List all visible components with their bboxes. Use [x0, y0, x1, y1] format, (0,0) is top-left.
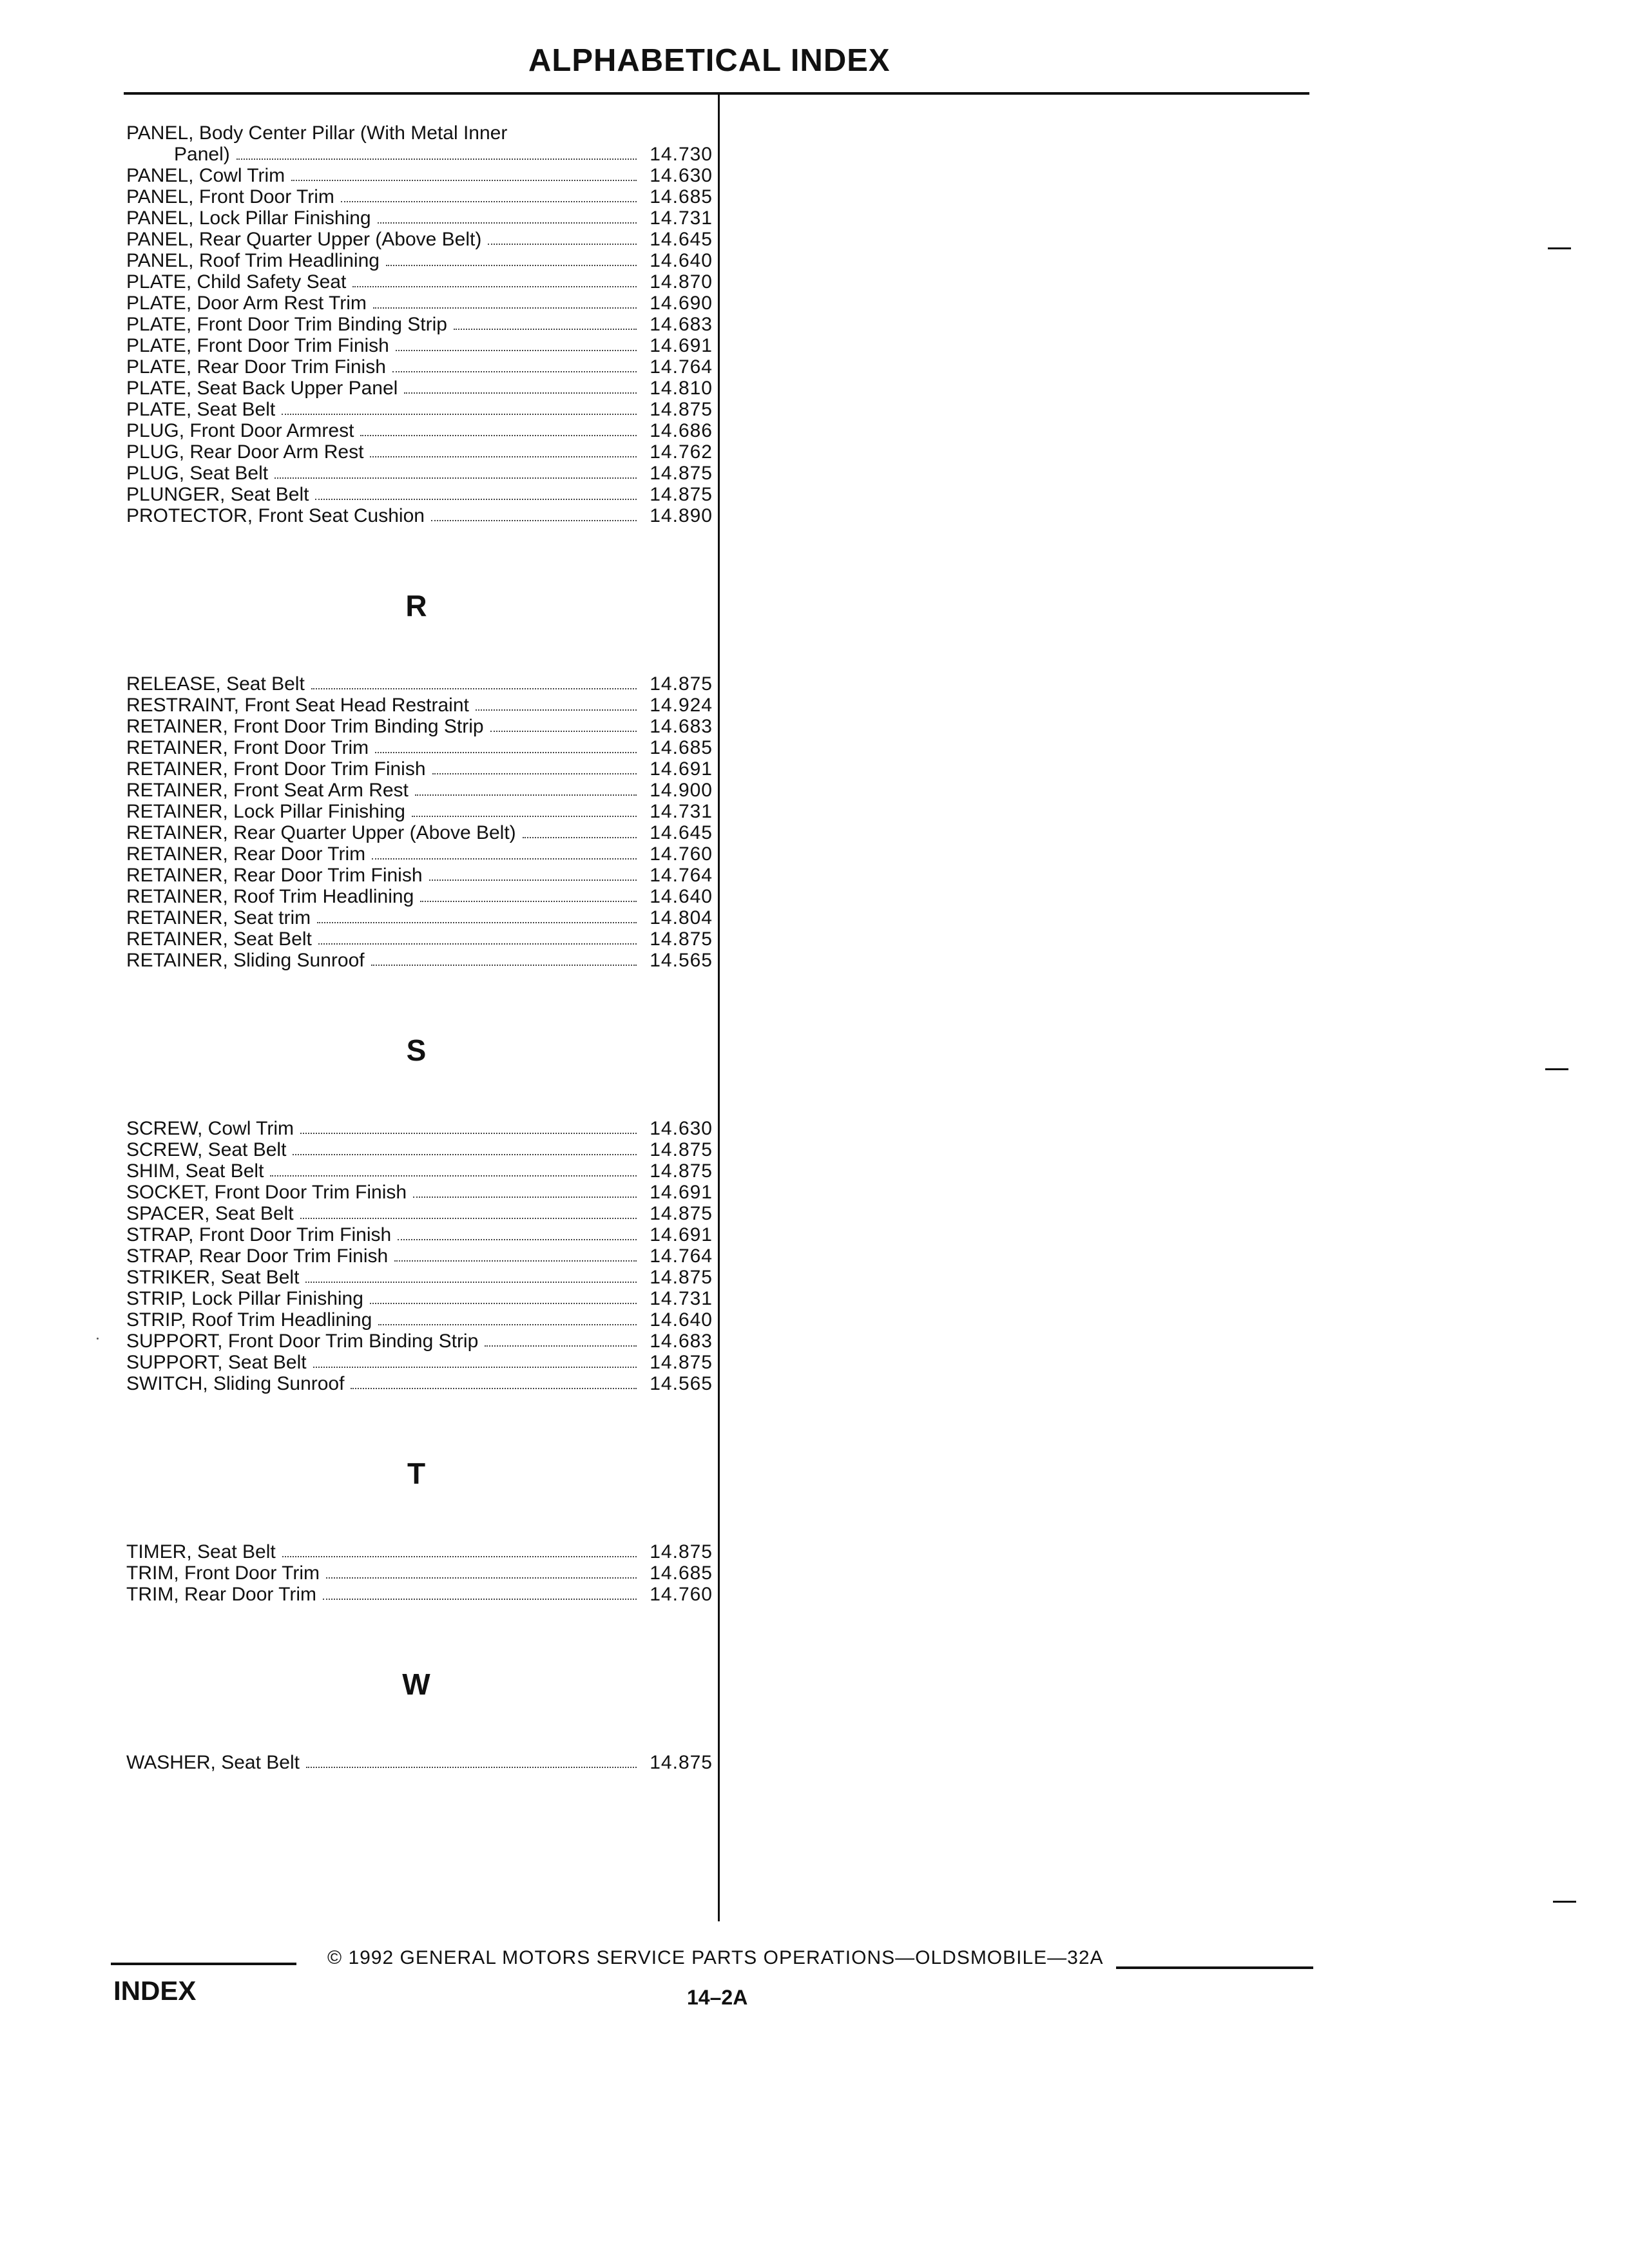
- entry-name: SPACER, Seat Belt: [126, 1203, 294, 1224]
- index-entry: [126, 865, 713, 886]
- dot-leader: [282, 414, 637, 415]
- index-entry: [126, 1541, 713, 1562]
- entry-name: SCREW, Cowl Trim: [126, 1118, 294, 1139]
- entry-name: TRIM, Rear Door Trim: [126, 1584, 317, 1605]
- entry-name: PANEL, Cowl Trim: [126, 165, 285, 186]
- entry-name: PLATE, Door Arm Rest Trim: [126, 293, 367, 314]
- entry-ref: 14.875: [650, 1541, 713, 1562]
- dot-leader: [373, 307, 637, 309]
- index-entry: [126, 186, 713, 207]
- scan-speck: [97, 1338, 99, 1340]
- footer-rule-left: [111, 1963, 296, 1965]
- dot-leader: [293, 1154, 637, 1155]
- index-entry: [126, 165, 713, 186]
- footer-copyright: © 1992 GENERAL MOTORS SERVICE PARTS OPERATIONS—OLDSMOBILE—32A: [327, 1947, 1104, 1968]
- margin-tick-mark: [1548, 247, 1571, 249]
- entry-name: STRIP, Roof Trim Headlining: [126, 1309, 372, 1331]
- dot-leader: [282, 1556, 637, 1557]
- entry-name: RETAINER, Roof Trim Headlining: [126, 886, 414, 907]
- entry-ref: 14.630: [650, 165, 713, 186]
- dot-leader: [315, 499, 637, 500]
- dot-leader: [275, 477, 637, 479]
- index-entry: [126, 1752, 713, 1773]
- entry-name: RETAINER, Front Door Trim: [126, 737, 369, 758]
- dot-leader: [431, 520, 637, 521]
- index-entry: [126, 1160, 713, 1182]
- index-entry: [126, 1139, 713, 1160]
- index-entry: [126, 420, 713, 441]
- index-entry: [126, 271, 713, 293]
- entry-ref: 14.685: [650, 737, 713, 758]
- dot-leader: [352, 286, 637, 287]
- entry-ref: 14.764: [650, 1245, 713, 1267]
- index-entry: [126, 207, 713, 229]
- index-entry: [126, 1352, 713, 1373]
- entry-ref: 14.760: [650, 843, 713, 865]
- entry-ref: 14.875: [650, 673, 713, 695]
- index-entry: [126, 441, 713, 463]
- entry-list: [126, 1541, 713, 1605]
- entry-ref: 14.683: [650, 314, 713, 335]
- entry-ref: 14.565: [650, 1373, 713, 1394]
- entry-ref: 14.764: [650, 865, 713, 886]
- dot-leader: [398, 1239, 637, 1240]
- index-entry: [126, 843, 713, 865]
- entry-name: PLATE, Rear Door Trim Finish: [126, 356, 386, 378]
- entry-name: PROTECTOR, Front Seat Cushion: [126, 505, 425, 526]
- entry-ref: 14.875: [650, 1203, 713, 1224]
- dot-leader: [488, 244, 637, 245]
- entry-ref: 14.645: [650, 822, 713, 843]
- entry-name: RETAINER, Sliding Sunroof: [126, 950, 365, 971]
- index-entry: [126, 463, 713, 484]
- index-entry: [126, 737, 713, 758]
- dot-leader: [317, 922, 637, 923]
- page-number: 14–2A: [687, 1986, 748, 2009]
- entry-name: SUPPORT, Front Door Trim Binding Strip: [126, 1331, 479, 1352]
- index-entry: [126, 1584, 713, 1605]
- entry-name: PLATE, Seat Belt: [126, 399, 276, 420]
- entry-name: RELEASE, Seat Belt: [126, 673, 305, 695]
- index-entry: [126, 801, 713, 822]
- dot-leader: [415, 794, 637, 796]
- entry-name: SHIM, Seat Belt: [126, 1160, 264, 1182]
- dot-leader: [454, 329, 637, 330]
- entry-name: PLUG, Rear Door Arm Rest: [126, 441, 364, 463]
- entry-name: RETAINER, Seat Belt: [126, 928, 312, 950]
- index-entry: [126, 356, 713, 378]
- entry-name: RESTRAINT, Front Seat Head Restraint: [126, 695, 469, 716]
- dot-leader: [323, 1599, 637, 1600]
- dot-leader: [318, 943, 637, 945]
- entry-name: STRAP, Rear Door Trim Finish: [126, 1245, 389, 1267]
- entry-name: PLATE, Seat Back Upper Panel: [126, 378, 398, 399]
- entry-name: PLUNGER, Seat Belt: [126, 484, 309, 505]
- entry-ref: 14.875: [650, 928, 713, 950]
- entry-name: PANEL, Front Door Trim: [126, 186, 334, 207]
- dot-leader: [413, 1196, 637, 1198]
- dot-leader: [490, 731, 637, 732]
- dot-leader: [291, 180, 637, 181]
- entry-ref: 14.731: [650, 801, 713, 822]
- entry-name: SOCKET, Front Door Trim Finish: [126, 1182, 407, 1203]
- entry-list: [126, 1752, 713, 1773]
- margin-tick-mark: [1553, 1901, 1576, 1903]
- entry-ref: 14.640: [650, 250, 713, 271]
- entry-name: PLUG, Seat Belt: [126, 463, 269, 484]
- index-entry: [126, 144, 713, 165]
- entry-ref: 14.900: [650, 780, 713, 801]
- index-entry: [126, 673, 713, 695]
- entry-ref: 14.875: [650, 399, 713, 420]
- entry-ref: 14.731: [650, 1288, 713, 1309]
- dot-leader: [305, 1282, 637, 1283]
- dot-leader: [300, 1133, 637, 1134]
- footer-section-label: INDEX: [113, 1975, 197, 2006]
- dot-leader: [341, 201, 637, 202]
- entry-ref: 14.890: [650, 505, 713, 526]
- dot-leader: [396, 350, 637, 351]
- entry-ref: 14.870: [650, 271, 713, 293]
- entry-list: [126, 165, 713, 526]
- index-entry: [126, 716, 713, 737]
- index-entry: [126, 1309, 713, 1331]
- index-entry: [126, 780, 713, 801]
- entry-list: [126, 1118, 713, 1394]
- index-entry: [126, 886, 713, 907]
- entry-ref: 14.875: [650, 1752, 713, 1773]
- entry-ref: 14.875: [650, 1139, 713, 1160]
- index-entry: [126, 907, 713, 928]
- index-entry: [126, 335, 713, 356]
- entry-ref: 14.730: [650, 144, 713, 165]
- entry-ref: 14.875: [650, 1160, 713, 1182]
- index-column: [126, 122, 713, 1773]
- index-entry: [126, 484, 713, 505]
- entry-name: WASHER, Seat Belt: [126, 1752, 300, 1773]
- index-entry: [126, 1288, 713, 1309]
- index-entry: [126, 505, 713, 526]
- entry-name: RETAINER, Rear Door Trim Finish: [126, 865, 423, 886]
- entry-name: STRIP, Lock Pillar Finishing: [126, 1288, 363, 1309]
- dot-leader: [375, 752, 637, 753]
- entry-name: PLUG, Front Door Armrest: [126, 420, 354, 441]
- header-rule: [124, 92, 1309, 95]
- entry-name: SUPPORT, Seat Belt: [126, 1352, 307, 1373]
- entry-name: RETAINER, Front Door Trim Binding Strip: [126, 716, 484, 737]
- page-title: ALPHABETICAL INDEX: [528, 43, 891, 78]
- entry-ref: 14.760: [650, 1584, 713, 1605]
- section-p: [126, 122, 713, 526]
- dot-leader: [236, 159, 637, 160]
- dot-leader: [476, 709, 637, 711]
- entry-name: RETAINER, Front Seat Arm Rest: [126, 780, 409, 801]
- entry-name: PANEL, Lock Pillar Finishing: [126, 207, 371, 229]
- dot-leader: [378, 222, 637, 224]
- dot-leader: [372, 858, 637, 860]
- index-entry: [126, 1331, 713, 1352]
- entry-ref: 14.691: [650, 758, 713, 780]
- entry-ref: 14.691: [650, 1224, 713, 1245]
- dot-leader: [313, 1367, 637, 1368]
- entry-name: SCREW, Seat Belt: [126, 1139, 287, 1160]
- entry-name: RETAINER, Rear Quarter Upper (Above Belt): [126, 822, 516, 843]
- entry-name: PLATE, Front Door Trim Binding Strip: [126, 314, 447, 335]
- entry-name: PLATE, Front Door Trim Finish: [126, 335, 389, 356]
- dot-leader: [420, 901, 637, 902]
- dot-leader: [429, 879, 637, 881]
- index-entry: [126, 1182, 713, 1203]
- entry-ref: 14.875: [650, 1352, 713, 1373]
- entry-name: TRIM, Front Door Trim: [126, 1562, 320, 1584]
- dot-leader: [412, 816, 637, 817]
- index-entry: [126, 250, 713, 271]
- dot-leader: [370, 456, 637, 457]
- entry-name: RETAINER, Lock Pillar Finishing: [126, 801, 405, 822]
- entry-name: RETAINER, Rear Door Trim: [126, 843, 366, 865]
- entry-name: SWITCH, Sliding Sunroof: [126, 1373, 345, 1394]
- index-entry: [126, 1562, 713, 1584]
- dot-leader: [485, 1345, 637, 1347]
- entry-ref: 14.683: [650, 716, 713, 737]
- entry-ref: 14.686: [650, 420, 713, 441]
- section-letter-t: T: [407, 1457, 426, 1490]
- dot-leader: [371, 965, 637, 966]
- entry-ref: 14.762: [650, 441, 713, 463]
- entry-ref: 14.875: [650, 484, 713, 505]
- index-entry-first-line: [126, 122, 713, 144]
- dot-leader: [386, 265, 637, 266]
- section-letter-r: R: [405, 589, 427, 622]
- entry-ref: 14.731: [650, 207, 713, 229]
- dot-leader: [300, 1218, 637, 1219]
- entry-ref: 14.691: [650, 1182, 713, 1203]
- dot-leader: [360, 435, 637, 436]
- entry-name: PANEL, Rear Quarter Upper (Above Belt): [126, 229, 482, 250]
- dot-leader: [523, 837, 637, 838]
- index-entry: [126, 1373, 713, 1394]
- entry-name: PANEL, Roof Trim Headlining: [126, 250, 380, 271]
- entry-ref: 14.640: [650, 1309, 713, 1331]
- entry-name: PANEL, Body Center Pillar (With Metal Inner: [126, 122, 508, 144]
- entry-name: STRIKER, Seat Belt: [126, 1267, 300, 1288]
- index-entry: [126, 314, 713, 335]
- entry-ref: 14.685: [650, 186, 713, 207]
- entry-name: RETAINER, Front Door Trim Finish: [126, 758, 426, 780]
- entry-name: TIMER, Seat Belt: [126, 1541, 276, 1562]
- index-entry: [126, 1267, 713, 1288]
- section-letter-w: W: [402, 1667, 430, 1701]
- entry-ref: 14.685: [650, 1562, 713, 1584]
- dot-leader: [270, 1175, 637, 1177]
- margin-tick-mark: [1545, 1068, 1568, 1070]
- entry-ref: 14.875: [650, 463, 713, 484]
- index-entry: [126, 950, 713, 971]
- dot-leader: [394, 1260, 637, 1262]
- index-entry: [126, 399, 713, 420]
- dot-leader: [404, 392, 637, 394]
- entry-list: [126, 673, 713, 971]
- entry-ref: 14.690: [650, 293, 713, 314]
- entry-name: STRAP, Front Door Trim Finish: [126, 1224, 392, 1245]
- entry-ref: 14.691: [650, 335, 713, 356]
- entry-ref: 14.565: [650, 950, 713, 971]
- entry-name: Panel): [174, 144, 230, 165]
- dot-leader: [306, 1767, 637, 1768]
- entry-name: RETAINER, Seat trim: [126, 907, 311, 928]
- index-entry: [126, 378, 713, 399]
- dot-leader: [378, 1324, 637, 1325]
- entry-ref: 14.630: [650, 1118, 713, 1139]
- entry-ref: 14.764: [650, 356, 713, 378]
- index-entry: [126, 1203, 713, 1224]
- section-letter-s: S: [406, 1033, 427, 1067]
- index-entry: [126, 229, 713, 250]
- dot-leader: [326, 1577, 637, 1579]
- index-entry: [126, 1224, 713, 1245]
- dot-leader: [311, 688, 637, 689]
- entry-name: PLATE, Child Safety Seat: [126, 271, 347, 293]
- dot-leader: [370, 1303, 637, 1304]
- footer-rule-right: [1116, 1966, 1313, 1969]
- entry-ref: 14.640: [650, 886, 713, 907]
- entry-ref: 14.810: [650, 378, 713, 399]
- dot-leader: [392, 371, 637, 372]
- entry-ref: 14.804: [650, 907, 713, 928]
- index-entry: [126, 695, 713, 716]
- index-entry: [126, 1245, 713, 1267]
- index-entry: [126, 1118, 713, 1139]
- entry-ref: 14.683: [650, 1331, 713, 1352]
- dot-leader: [351, 1388, 637, 1389]
- entry-ref: 14.924: [650, 695, 713, 716]
- index-entry: [126, 758, 713, 780]
- index-entry: [126, 822, 713, 843]
- entry-ref: 14.645: [650, 229, 713, 250]
- dot-leader: [432, 773, 637, 774]
- column-divider: [718, 94, 720, 1921]
- entry-ref: 14.875: [650, 1267, 713, 1288]
- index-entry: [126, 928, 713, 950]
- index-entry: [126, 293, 713, 314]
